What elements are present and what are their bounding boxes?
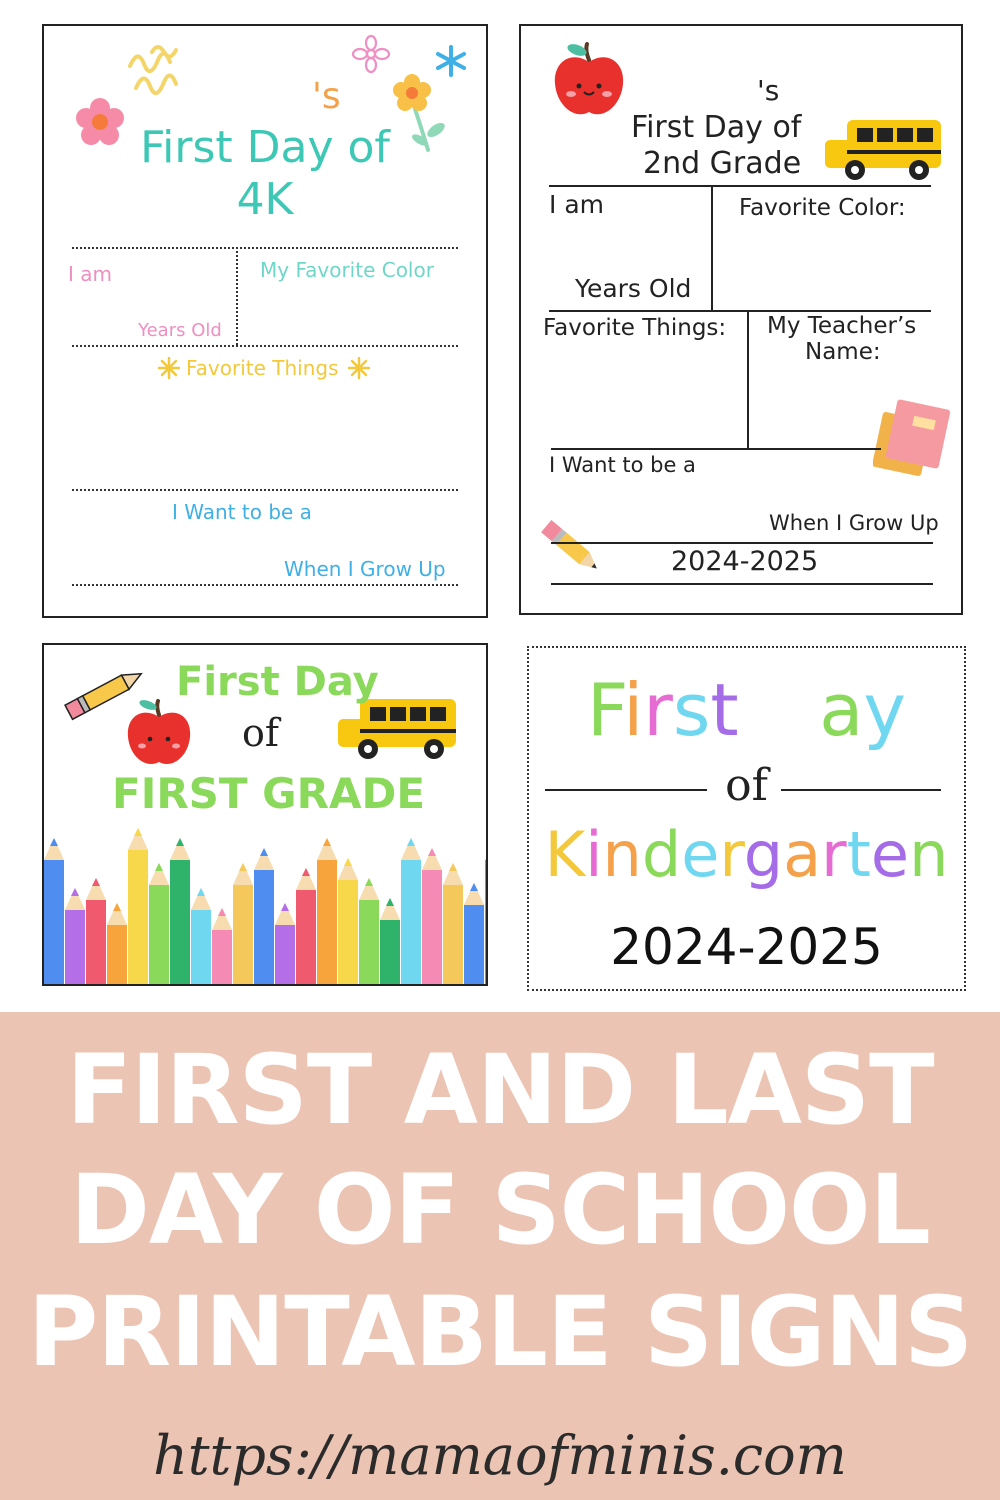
pencil-lead bbox=[302, 868, 310, 876]
pencil-lead bbox=[344, 858, 352, 866]
title-letter: y bbox=[863, 668, 906, 752]
title-letter: d bbox=[641, 818, 682, 891]
title-first-day bbox=[529, 668, 964, 752]
pencil-body bbox=[233, 885, 253, 986]
pencil-lead bbox=[155, 863, 163, 871]
pencil-body bbox=[338, 880, 358, 986]
pencil-body bbox=[359, 900, 379, 986]
title-letter: r bbox=[821, 818, 847, 891]
pencil-body bbox=[212, 930, 232, 986]
divider-line bbox=[72, 247, 458, 249]
pencil-lead bbox=[386, 898, 394, 906]
sign-card-first-grade bbox=[42, 643, 488, 986]
i-am-label: I am bbox=[68, 262, 112, 286]
teacher-name-label-1: My Teacher’s bbox=[767, 313, 917, 339]
divider-line bbox=[781, 789, 941, 791]
sign-card-kindergarten bbox=[527, 646, 966, 991]
title-letter: i bbox=[585, 818, 603, 891]
divider-line bbox=[551, 542, 933, 544]
pencil-body bbox=[149, 885, 169, 986]
sign-card-2nd-grade bbox=[519, 24, 963, 615]
favorite-things-label: Favorite Things bbox=[186, 356, 339, 380]
pencil-lead bbox=[113, 903, 121, 911]
squiggle-doodle-icon bbox=[122, 38, 192, 98]
teacher-name-label-2: Name: bbox=[805, 339, 881, 365]
divider-line bbox=[551, 583, 933, 585]
pencil-lead bbox=[365, 878, 373, 886]
title-line-1: First Day of bbox=[140, 122, 390, 173]
apostrophe-s: 's bbox=[312, 76, 341, 117]
banner-line-2: DAY OF SCHOOL bbox=[70, 1154, 930, 1266]
pencil-body bbox=[128, 850, 148, 986]
pencil-body bbox=[401, 860, 421, 986]
title-letter: r bbox=[643, 668, 673, 752]
pencil-icon bbox=[531, 510, 609, 582]
pencil-lead bbox=[470, 883, 478, 891]
banner-line-3: PRINTABLE SIGNS bbox=[27, 1276, 973, 1388]
when-grow-up-label: When I Grow Up bbox=[769, 511, 939, 535]
apostrophe-s: 's bbox=[757, 74, 780, 107]
title-line-3: FIRST GRADE bbox=[112, 769, 426, 818]
school-bus-icon bbox=[823, 116, 945, 182]
divider-line bbox=[549, 185, 931, 187]
title-letter: K bbox=[544, 818, 586, 891]
favorite-things-label: Favorite Things: bbox=[543, 315, 727, 341]
pencil-lead bbox=[218, 908, 226, 916]
title-letter: D bbox=[763, 668, 820, 752]
school-year: 2024-2025 bbox=[610, 918, 883, 976]
pencil-lead bbox=[134, 828, 142, 836]
divider-vline bbox=[236, 247, 238, 345]
title-letter: a bbox=[819, 668, 864, 752]
pencil-body bbox=[422, 870, 442, 986]
title-letter: s bbox=[672, 668, 711, 752]
favorite-color-label: My Favorite Color bbox=[260, 258, 434, 282]
title-letter: e bbox=[870, 818, 910, 891]
title-letter: g bbox=[743, 818, 784, 891]
years-old-label: Years Old bbox=[138, 320, 222, 341]
title-kindergarten bbox=[529, 818, 964, 891]
pencil-lead bbox=[239, 863, 247, 871]
divider-vline bbox=[747, 310, 749, 448]
colored-pencils-border bbox=[44, 825, 488, 986]
divider-line bbox=[551, 448, 881, 450]
title-letter: r bbox=[719, 818, 744, 891]
pencil-body bbox=[317, 860, 337, 986]
notebooks-icon bbox=[873, 398, 953, 476]
when-grow-up-label: When I Grow Up bbox=[284, 557, 446, 581]
pencil-body bbox=[275, 925, 295, 986]
favorite-color-label: Favorite Color: bbox=[739, 195, 906, 221]
website-url[interactable]: https://mamaofminis.com bbox=[153, 1424, 847, 1487]
pencil-lead bbox=[281, 903, 289, 911]
want-to-be-label: I Want to be a bbox=[549, 453, 696, 477]
title-line-2: of bbox=[242, 711, 279, 755]
title-line-1: First Day bbox=[176, 659, 379, 705]
pencil-body bbox=[191, 910, 211, 986]
pencil-lead bbox=[71, 888, 79, 896]
title-letter: i bbox=[623, 668, 644, 752]
sparkle-icon bbox=[348, 357, 370, 379]
pencil-body bbox=[380, 920, 400, 986]
pencil-lead bbox=[323, 838, 331, 846]
pencil-lead bbox=[428, 848, 436, 856]
pencil-tip bbox=[485, 838, 488, 860]
pencil-lead bbox=[92, 878, 100, 886]
pencil-body bbox=[443, 885, 463, 986]
years-old-label: Years Old bbox=[575, 274, 692, 303]
pencil-body bbox=[44, 860, 64, 986]
title-letter: t bbox=[710, 668, 739, 752]
title-of: of bbox=[725, 760, 768, 811]
pencil-lead bbox=[197, 888, 205, 896]
sign-card-4k bbox=[42, 24, 488, 618]
divider-vline bbox=[711, 185, 713, 310]
pencil-body bbox=[65, 910, 85, 986]
pencil-body bbox=[107, 925, 127, 986]
divider-line bbox=[72, 489, 458, 491]
divider-line bbox=[72, 584, 458, 586]
apple-icon bbox=[124, 697, 194, 769]
pencil-body bbox=[170, 860, 190, 986]
pencil-body bbox=[86, 900, 106, 986]
i-am-label: I am bbox=[549, 190, 604, 219]
pencil-body bbox=[464, 905, 484, 986]
title-line-2: 2nd Grade bbox=[643, 146, 802, 181]
title-letter: n bbox=[602, 818, 642, 891]
want-to-be-label: I Want to be a bbox=[172, 500, 312, 524]
pencil-lead bbox=[260, 848, 268, 856]
title-letter: t bbox=[846, 818, 871, 891]
title-letter: n bbox=[909, 818, 949, 891]
pencil-body bbox=[485, 860, 488, 986]
title-line-2: 4K bbox=[236, 174, 294, 225]
divider-line bbox=[549, 310, 931, 312]
outline-flower-icon bbox=[349, 34, 393, 74]
apple-icon bbox=[551, 40, 627, 120]
banner-line-1: FIRST AND LAST bbox=[66, 1034, 934, 1146]
title-letter: F bbox=[587, 668, 624, 752]
pencil-lead bbox=[176, 838, 184, 846]
pencil-body bbox=[254, 870, 274, 986]
pencil-lead bbox=[449, 863, 457, 871]
title-line-1: First Day of bbox=[631, 110, 802, 145]
sparkle-icon bbox=[158, 357, 180, 379]
school-year: 2024-2025 bbox=[671, 546, 819, 577]
title-letter: a bbox=[783, 818, 822, 891]
divider-line bbox=[72, 345, 458, 347]
pencil-lead bbox=[407, 838, 415, 846]
title-letter: e bbox=[681, 818, 720, 891]
pencil-lead bbox=[50, 838, 58, 846]
pencil-body bbox=[296, 890, 316, 986]
